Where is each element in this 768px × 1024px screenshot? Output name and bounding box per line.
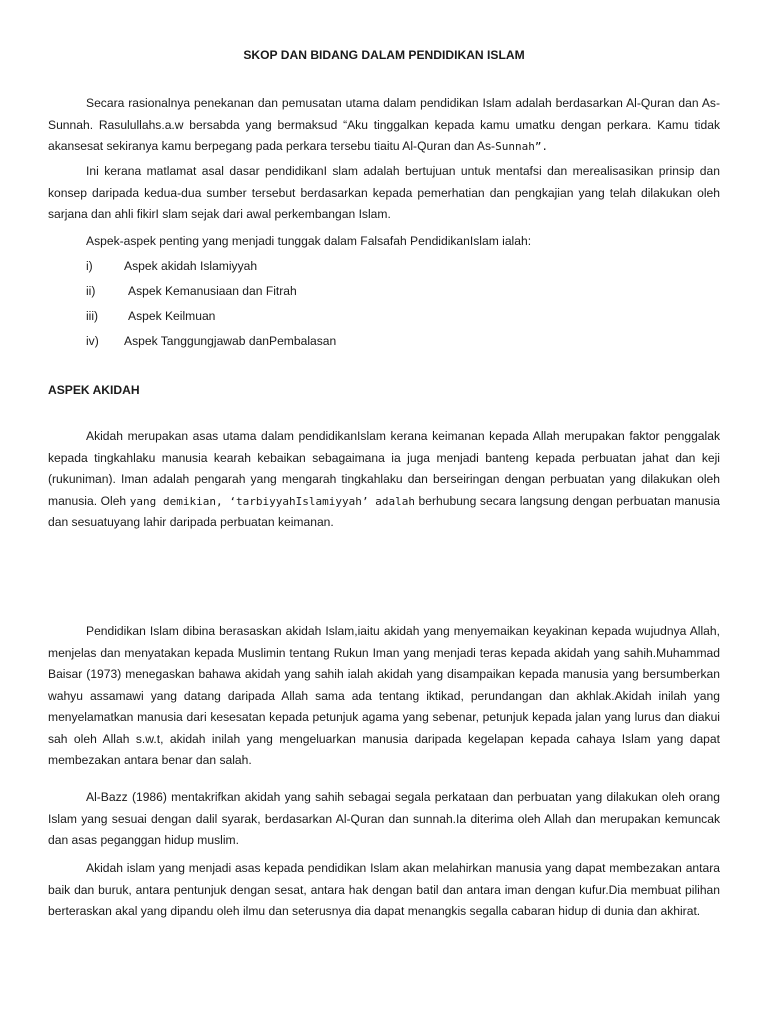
- akidah-paragraph-1: [48, 426, 720, 534]
- akidah-paragraph-1-quote: yang demikian, ‘tarbiyyahIslamiyyah’ adalah: [129, 494, 416, 508]
- list-number: i): [86, 259, 93, 273]
- intro-paragraph-2: Ini kerana matlamat asal dasar pendidikanI slam adalah bertujuan untuk mentafsi dan merealisasikan prinsip dan konsep daripada kedua-dua sumber tersebut berdasarkan kepada pemerhatian dan pengkajian yang telah dilakukan oleh sarjana dan ahli fikirI slam sejak dari awal perkembangan Islam.: [48, 164, 720, 221]
- intro-paragraph-3: Aspek-aspek penting yang menjadi tunggak dalam Falsafah PendidikanIslam ialah:: [86, 234, 532, 248]
- akidah-paragraph-1-tail: berhubung secara langsung dengan perbuatan manusia dan sesuatuyang lahir daripada perbuatan keimanan.: [48, 493, 721, 529]
- section-heading: ASPEK AKIDAH: [48, 383, 140, 397]
- akidah-paragraph-2: Pendidikan Islam dibina berasaskan akidah Islam,iaitu akidah yang menyemaikan keyakinan kepada wujudnya Allah, menjelas dan menyatakan kepada Muslimin tentang Rukun Iman yang menjadi teras kepada akidah yang sahih.Muhammad Baisar (1973) menegaskan bahawa akidah yang sahih ialah akidah yang disampaikan kepada manusia yang bersumberkan wahyu assamawi yang datang daripada Allah sama ada tentang iktikad, perundangan dan akhlak.Akidah inilah yang menyelamatkan manusia dari kesesatan kepada petunjuk agama yang sebenar, petunjuk kepada jalan yang lurus dan diakui sah oleh Allah s.w.t, akidah inilah yang mengeluarkan manusia daripada kegelapan kepada cahaya Islam yang dapat membezakan antara benar dan salah.: [48, 624, 720, 767]
- list-text: Aspek akidah Islamiyyah: [124, 259, 258, 273]
- list-number: iii): [86, 309, 99, 323]
- list-number: ii): [86, 284, 96, 298]
- list-text: Aspek Kemanusiaan dan Fitrah: [128, 284, 297, 298]
- document-title: SKOP DAN BIDANG DALAM PENDIDIKAN ISLAM: [243, 48, 525, 62]
- akidah-paragraph-4: Akidah islam yang menjadi asas kepada pendidikan Islam akan melahirkan manusia yang dapat membezakan antara baik dan buruk, antara pentunjuk dengan sesat, antara hak dengan batil dan antara iman dengan kufur.Dia membuat pilihan berteraskan akal yang dipandu oleh ilmu dan seterusnya dia dapat menangkis segalla cabaran hidup di dunia dan akhirat.: [48, 861, 720, 918]
- intro-paragraph-1-tail: Sunnah”.: [495, 140, 549, 153]
- intro-paragraph-1-text: Secara rasionalnya penekanan dan pemusatan utama dalam pendidikan Islam adalah berdasarkan Al-Quran dan As-Sunnah. Rasulullahs.a.w bersabda yang bermaksud “Aku tinggalkan kepada kamu umatku dengan perkara. Kamu tidak akansesat sekiranya kamu berpegang pada perkara tersebu tiaitu Al-Quran dan As-: [48, 96, 720, 153]
- akidah-paragraph-3: Al-Bazz (1986) mentakrifkan akidah yang sahih sebagai segala perkataan dan perbuatan yang dilakukan oleh orang Islam yang sesuai dengan dalil syarak, berdasarkan Al-Quran dan sunnah.Ia diterima oleh Allah dan merupakan kemuncak dan asas peganggan hidup muslim.: [48, 790, 720, 847]
- intro-paragraph-1: [48, 93, 720, 158]
- list-number: iv): [86, 334, 99, 348]
- akidah-paragraph-1-text: Akidah merupakan asas utama dalam pendidikanIslam kerana keimanan kepada Allah merupakan faktor penggalak kepada tingkahlaku manusia kearah kebaikan sebagaimana ia juga menjadi banteng kepada perbuatan jahat dan keji (rukuniman). Iman adalah pengarah yang mengarah tingkahlaku dan berseiringan dengan perbuatan yang dilakukan oleh manusia. Oleh: [48, 429, 720, 508]
- list-text: Aspek Keilmuan: [128, 309, 216, 323]
- list-text: Aspek Tanggungjawab danPembalasan: [124, 334, 337, 348]
